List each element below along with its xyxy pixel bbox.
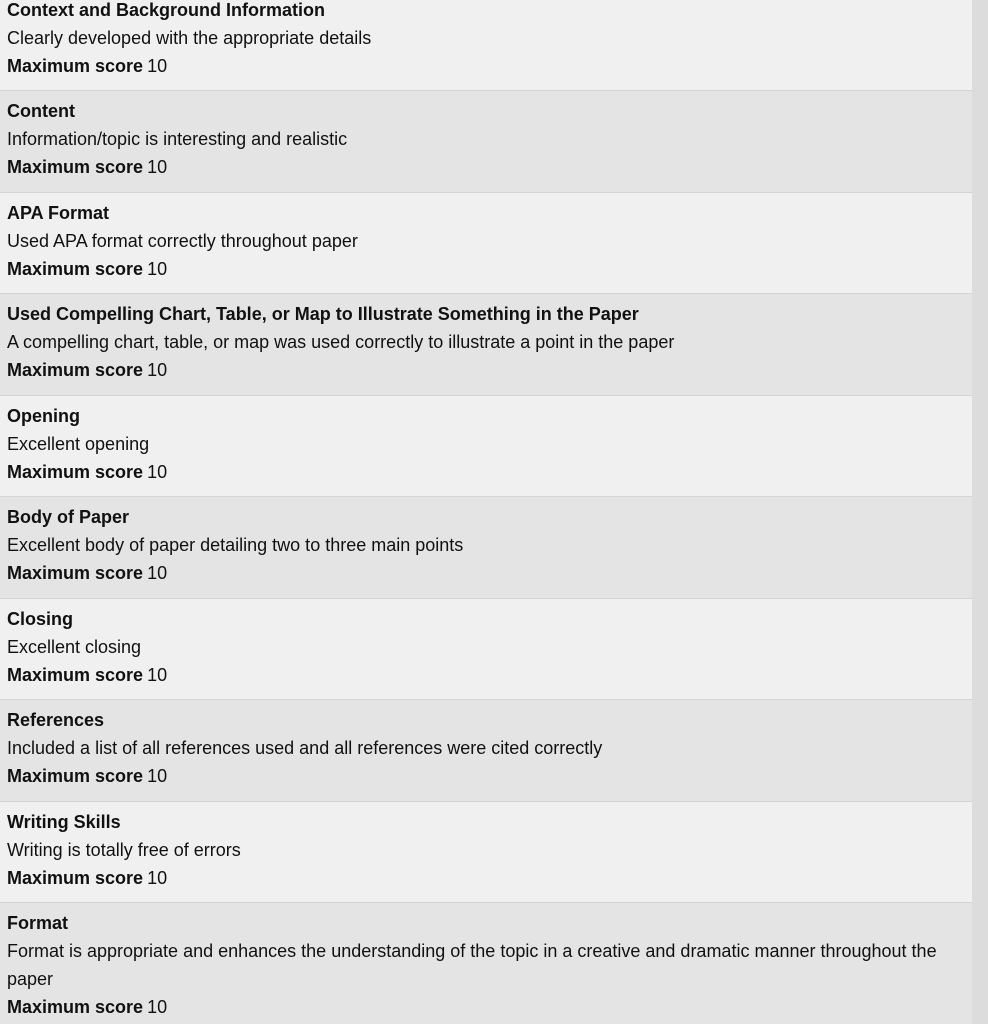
criterion-description: Information/topic is interesting and realistic — [7, 129, 348, 149]
max-score-label: Maximum score — [7, 259, 144, 279]
criterion-title: Format — [7, 913, 69, 933]
max-score-value: 10 — [147, 157, 168, 177]
criterion-score — [7, 864, 972, 892]
criterion-score — [7, 153, 972, 181]
max-score-label: Maximum score — [7, 56, 144, 76]
criterion-title: Body of Paper — [7, 507, 130, 527]
criterion-description: Excellent opening — [7, 434, 150, 454]
criterion-description: Included a list of all references used and all references were cited correctly — [7, 738, 603, 758]
criterion-apa-format — [0, 193, 972, 294]
max-score-label: Maximum score — [7, 462, 144, 482]
max-score-value: 10 — [147, 360, 168, 380]
max-score-value: 10 — [147, 766, 168, 786]
criterion-title: APA Format — [7, 203, 110, 223]
criterion-description: Writing is totally free of errors — [7, 840, 241, 860]
criterion-description: Format is appropriate and enhances the understanding of the topic in a creative and dramatic manner throughout the paper — [7, 941, 937, 989]
criterion-title: Writing Skills — [7, 812, 121, 832]
criterion-format — [0, 903, 972, 1024]
max-score-value: 10 — [147, 997, 168, 1017]
criterion-score — [7, 255, 972, 283]
criterion-score — [7, 762, 972, 790]
criterion-opening — [0, 396, 972, 497]
criterion-title: Closing — [7, 609, 73, 629]
criterion-context-background — [0, 0, 972, 91]
criterion-description: Excellent body of paper detailing two to three main points — [7, 535, 464, 555]
criterion-description: Clearly developed with the appropriate details — [7, 28, 372, 48]
criterion-score — [7, 661, 972, 689]
criterion-score — [7, 356, 972, 384]
criterion-description: Used APA format correctly throughout paper — [7, 231, 358, 251]
criterion-score — [7, 559, 972, 587]
criterion-body-of-paper — [0, 497, 972, 599]
criterion-description: Excellent closing — [7, 637, 142, 657]
max-score-value: 10 — [147, 462, 168, 482]
max-score-value: 10 — [147, 868, 168, 888]
max-score-label: Maximum score — [7, 157, 144, 177]
max-score-value: 10 — [147, 563, 168, 583]
criterion-closing — [0, 599, 972, 700]
criterion-title: Content — [7, 101, 75, 121]
max-score-label: Maximum score — [7, 766, 144, 786]
criterion-score — [7, 458, 972, 486]
scrollbar-track[interactable] — [972, 0, 988, 1024]
max-score-label: Maximum score — [7, 360, 144, 380]
max-score-label: Maximum score — [7, 563, 144, 583]
criterion-writing-skills — [0, 802, 972, 903]
criterion-content — [0, 91, 972, 193]
criterion-references — [0, 700, 972, 802]
criterion-title: Opening — [7, 406, 80, 426]
max-score-value: 10 — [147, 56, 168, 76]
criterion-description: A compelling chart, table, or map was used correctly to illustrate a point in the paper — [7, 332, 675, 352]
max-score-label: Maximum score — [7, 868, 144, 888]
criterion-title: References — [7, 710, 105, 730]
criterion-title: Used Compelling Chart, Table, or Map to Illustrate Something in the Paper — [7, 304, 639, 324]
max-score-value: 10 — [147, 665, 168, 685]
criterion-score — [7, 52, 972, 80]
criterion-compelling-chart — [0, 294, 972, 396]
max-score-value: 10 — [147, 259, 168, 279]
max-score-label: Maximum score — [7, 997, 144, 1017]
criterion-score — [7, 993, 972, 1021]
max-score-label: Maximum score — [7, 665, 144, 685]
criterion-title: Context and Background Information — [7, 0, 326, 20]
